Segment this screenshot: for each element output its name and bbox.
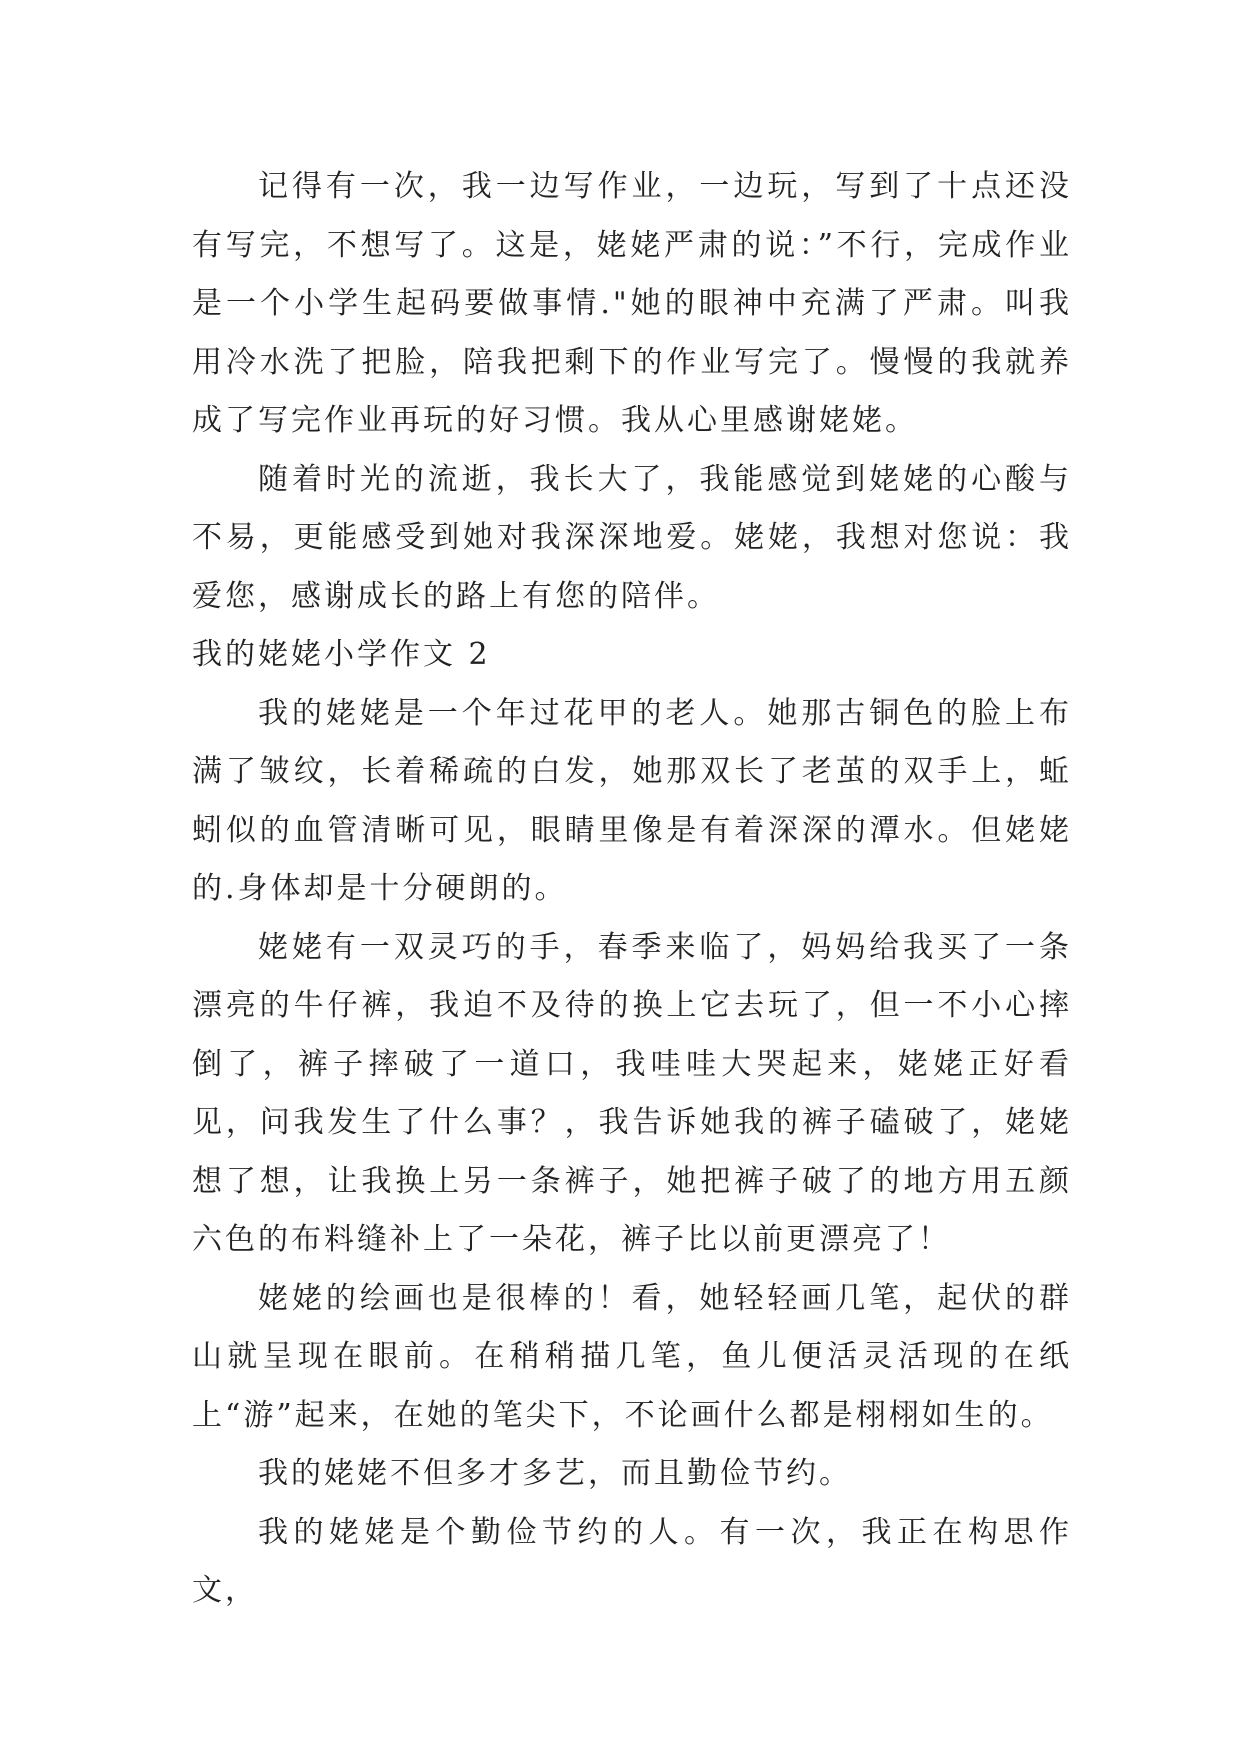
paragraph-frugal: 我的姥姥是个勤俭节约的人。有一次，我正在构思作文，	[192, 1514, 1072, 1608]
essay-body	[192, 158, 1072, 1621]
paragraph-appearance: 我的姥姥是一个年过花甲的老人。她那古铜色的脸上布满了皱纹，长着稀疏的白发，她那双长了老茧的双手上，蚯蚓似的血管清晰可见，眼睛里像是有着深深的潭水。但姥姥的.身体却是十分硬朗的。	[192, 695, 1072, 906]
essay-title-2: 我的姥姥小学作文 2	[192, 637, 491, 672]
paragraph-homework: 记得有一次，我一边写作业，一边玩，写到了十点还没有写完，不想写了。这是，姥姥严肃的说：”不行，完成作业是一个小学生起码要做事情."她的眼神中充满了严肃。叫我用冷水洗了把脸，陪我把剩下的作业写完了。慢慢的我就养成了写完作业再玩的好习惯。我从心里感谢姥姥。	[192, 169, 1072, 438]
paragraph-talented-frugal: 我的姥姥不但多才多艺，而且勤俭节约。	[258, 1456, 852, 1491]
paragraph-painting: 姥姥的绘画也是很棒的！看，她轻轻画几笔，起伏的群山就呈现在眼前。在稍稍描几笔，鱼儿便活灵活现的在纸上“游”起来，在她的笔尖下，不论画什么都是栩栩如生的。	[192, 1280, 1072, 1433]
paragraph-growing-up: 随着时光的流逝，我长大了，我能感觉到姥姥的心酸与不易，更能感受到她对我深深地爱。姥姥，我想对您说：我爱您，感谢成长的路上有您的陪伴。	[192, 461, 1072, 614]
paragraph-skillful-hands: 姥姥有一双灵巧的手，春季来临了，妈妈给我买了一条漂亮的牛仔裤，我迫不及待的换上它去玩了，但一不小心摔倒了，裤子摔破了一道口，我哇哇大哭起来，姥姥正好看见，问我发生了什么事？，我告诉她我的裤子磕破了，姥姥想了想，让我换上另一条裤子，她把裤子破了的地方用五颜六色的布料缝补上了一朵花，裤子比以前更漂亮了！	[192, 929, 1072, 1257]
